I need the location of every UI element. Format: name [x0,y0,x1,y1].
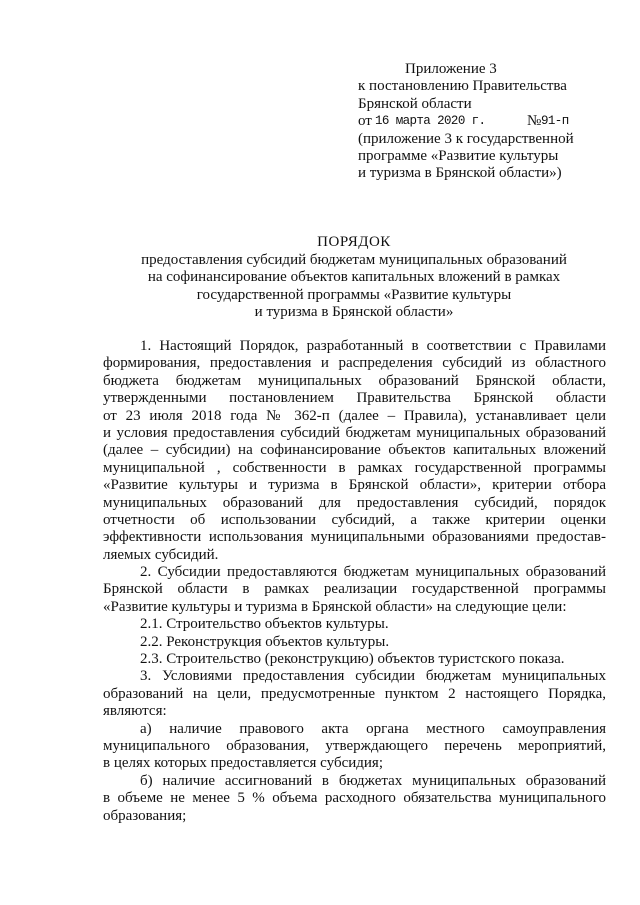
text-line: и условия предоставления субсидий бюджетам муниципальных образований [103,424,606,441]
text-line: «Развитие культуры и туризма в Брянской области» на следующие цели: [103,598,567,615]
text-line: ляемых субсидий. [103,546,219,563]
text-line: утвержденными постановлением Правительства Брянской области [103,390,606,407]
header-line: (приложение 3 к государственной [358,130,574,147]
resolution-date: 16 марта 2020 г. [375,114,486,129]
text-line: являются: [103,703,167,720]
text-line: Брянской области в рамках реализации государственной программы [103,581,606,598]
header-line: к постановлению Правительства [358,78,567,95]
appendix-header [358,61,608,183]
text-line: муниципальной , собственности в рамках государственной программы [103,459,606,476]
paragraph [103,564,606,616]
header-line: Брянской области [358,95,472,112]
text-line: б) наличие ассигнований в бюджетах муниципальных образований [140,772,606,789]
text-line: бюджета бюджетам муниципальных образований Брянской области, [103,372,606,389]
text-line: образований на цели, предусмотренные пунктом 2 настоящего Порядка, [103,685,606,702]
text-line: эффективности использования муниципальными образованиями предостав- [103,529,606,546]
document-title: ПОРЯДОК [317,234,391,250]
text-line: 2.1. Строительство объектов культуры. [140,616,389,633]
header-line: программе «Развитие культуры [358,147,559,164]
paragraph [103,616,606,633]
text-line: а) наличие правового акта органа местного самоуправления [140,720,606,737]
subtitle-line: на софинансирование объектов капитальных вложений в рамках [147,269,561,286]
text-line: образования; [103,807,187,824]
paragraph [103,773,606,825]
resolution-number: 91-п [541,114,569,129]
text-line: отчетности об использовании субсидий, а также критерии оценки [103,511,606,528]
text-line: в целях которых предоставляется субсидия; [103,755,383,772]
paragraph [103,634,606,651]
number-sign: № [527,113,542,130]
text-line: 2.2. Реконструкция объектов культуры. [140,633,390,650]
paragraph [103,338,606,564]
text-line: 2.3. Строительство (реконструкцию) объектов туристского показа. [140,651,565,668]
subtitle-line: государственной программы «Развитие культуры [196,286,512,303]
text-line: от 23 июля 2018 года № 362-п (далее – Правила), устанавливает цели [103,407,606,424]
header-date-line [358,113,608,130]
appendix-label: Приложение 3 [405,61,497,77]
paragraph [103,721,606,773]
text-line: 2. Субсидии предоставляются бюджетам муниципальных образований [140,564,606,581]
document-body [103,338,606,825]
document-subtitle [103,252,605,322]
text-line: муниципального образования, утверждающего перечень мероприятий, [103,737,606,754]
paragraph [103,668,606,720]
text-line: муниципальных образований для предоставления субсидий, порядок [103,494,606,511]
text-line: формирования, предоставления и распределения субсидий из областного [103,355,606,372]
text-line: «Развитие культуры и туризма в Брянской области», критерии отбора [103,477,606,494]
date-prefix: от [358,113,372,130]
subtitle-line: и туризма в Брянской области» [254,304,454,321]
text-line: в объеме не менее 5 % объема расходного обязательства муниципального [103,790,606,807]
text-line: 3. Условиями предоставления субсидии бюджетам муниципальных [140,668,606,685]
header-line: и туризма в Брянской области») [358,165,562,182]
subtitle-line: предоставления субсидий бюджетам муниципальных образований [141,252,567,268]
paragraph [103,651,606,668]
text-line: (далее – субсидии) на софинансирование объектов капитальных вложений [103,442,606,459]
text-line: 1. Настоящий Порядок, разработанный в соответствии с Правилами [140,338,606,354]
